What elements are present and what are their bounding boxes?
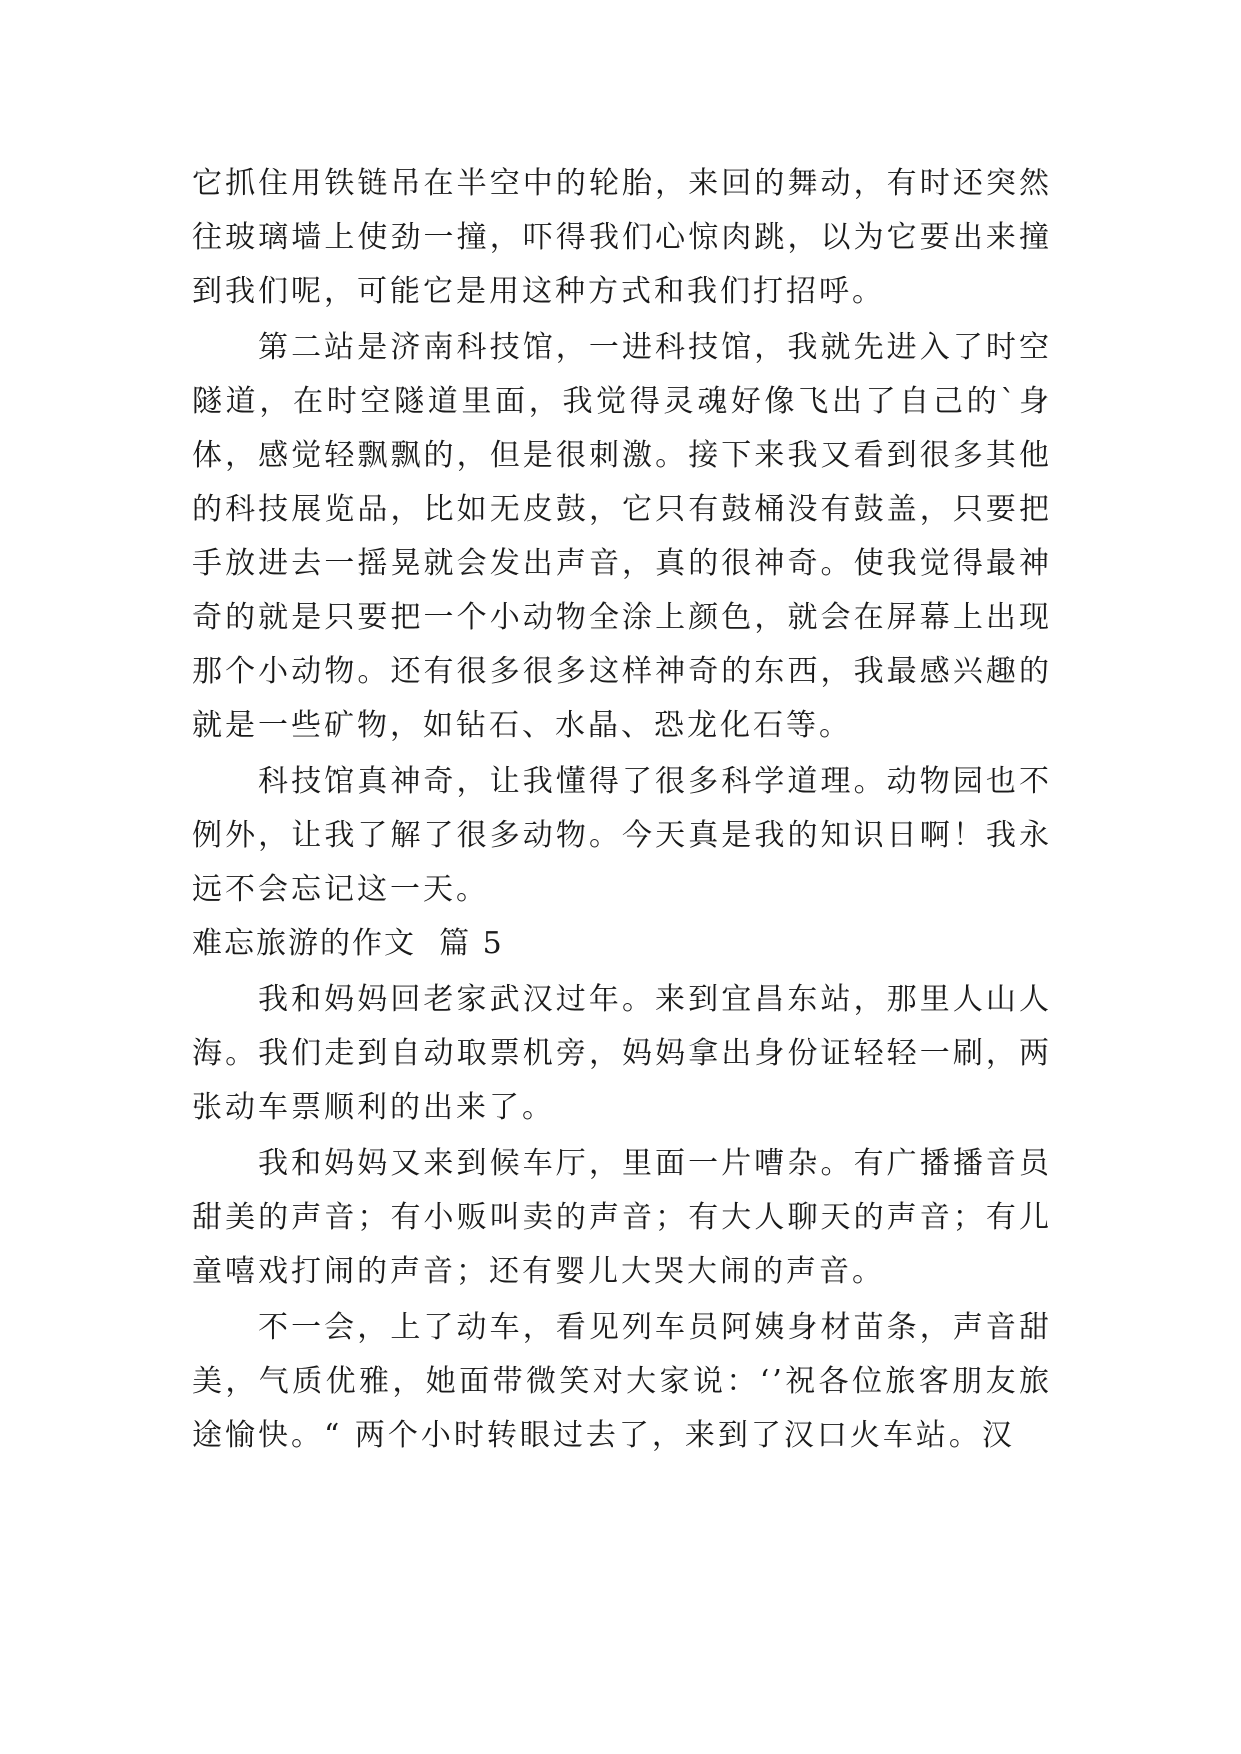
paragraph: 它抓住用铁链吊在半空中的轮胎，来回的舞动，有时还突然往玻璃墙上使劲一撞，吓得我们心惊肉跳，以为它要出来撞到我们呢，可能它是用这种方式和我们打招呼。 (192, 166, 1052, 309)
paragraph: 不一会，上了动车，看见列车员阿姨身材苗条，声音甜美，气质优雅，她面带微笑对大家说：‘’祝各位旅客朋友旅途愉快。“ 两个小时转眼过去了，来到了汉口火车站。汉 (192, 1310, 1052, 1453)
paragraph: 第二站是济南科技馆，一进科技馆，我就先进入了时空隧道，在时空隧道里面，我觉得灵魂好像飞出了自己的`身体，感觉轻飘飘的，但是很刺激。接下来我又看到很多其他的科技展览品，比如无皮鼓，它只有鼓桶没有鼓盖，只要把手放进去一摇晃就会发出声音，真的很神奇。使我觉得最神奇的就是只要把一个小动物全涂上颜色，就会在屏幕上出现那个小动物。还有很多很多这样神奇的东西，我最感兴趣的就是一些矿物，如钻石、水晶、恐龙化石等。 (192, 330, 1052, 743)
paragraph: 我和妈妈回老家武汉过年。来到宜昌东站，那里人山人海。我们走到自动取票机旁，妈妈拿出身份证轻轻一刷，两张动车票顺利的出来了。 (192, 982, 1052, 1125)
document-body (192, 157, 1052, 1463)
paragraph: 我和妈妈又来到候车厅，里面一片嘈杂。有广播播音员甜美的声音；有小贩叫卖的声音；有大人聊天的声音；有儿童嘻戏打闹的声音；还有婴儿大哭大闹的声音。 (192, 1146, 1052, 1289)
section-heading: 难忘旅游的作文 篇 5 (192, 926, 504, 961)
paragraph: 科技馆真神奇，让我懂得了很多科学道理。动物园也不例外，让我了解了很多动物。今天真是我的知识日啊！我永远不会忘记这一天。 (192, 764, 1052, 907)
